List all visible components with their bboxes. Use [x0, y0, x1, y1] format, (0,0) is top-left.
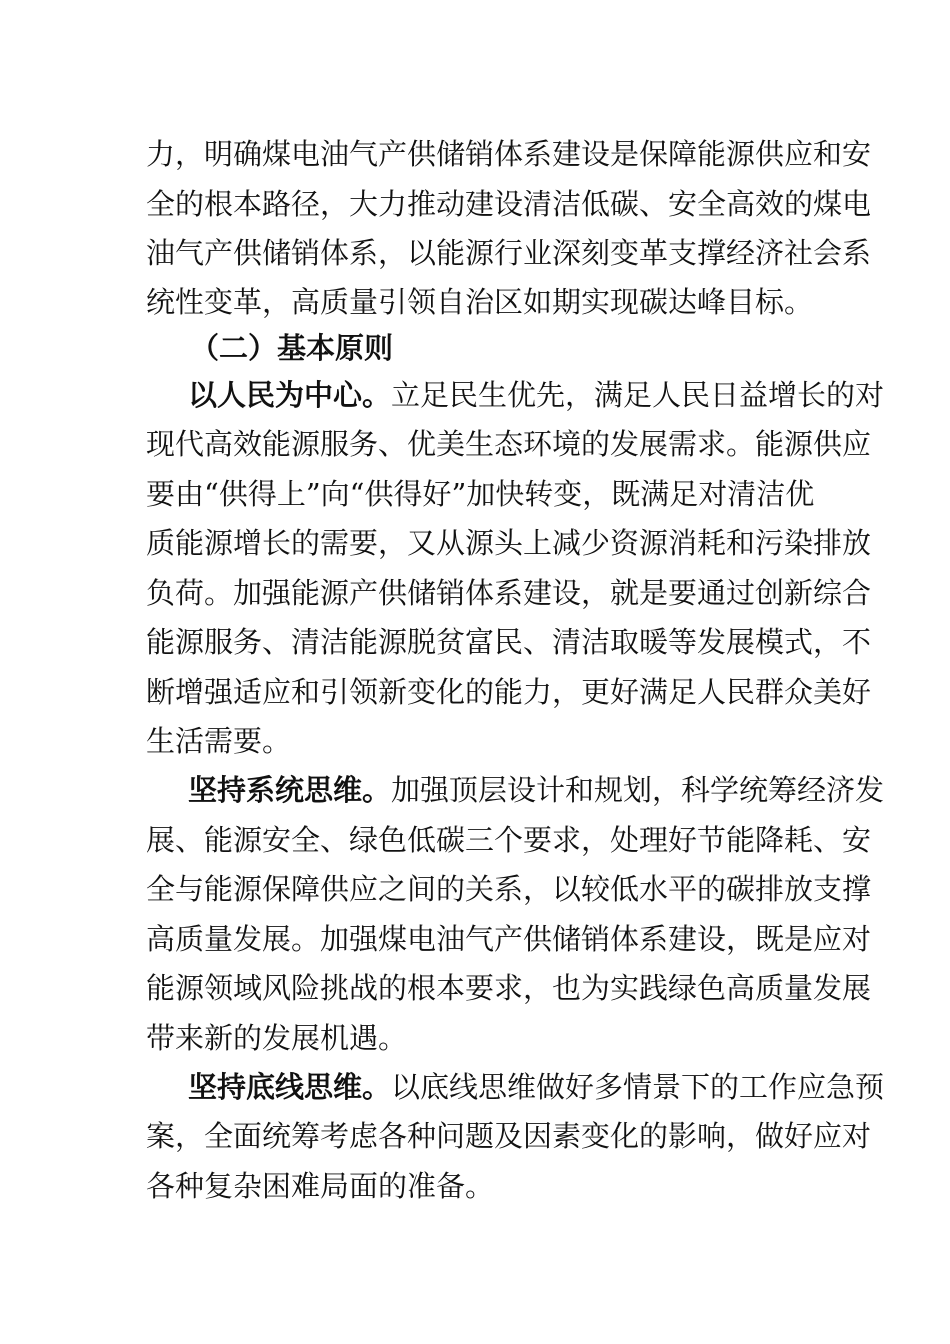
paragraph-first-line — [188, 375, 885, 415]
intro-line: 统性变革，高质量引领自治区如期实现碳达峰目标。 — [146, 285, 814, 319]
paragraph-line: 生活需要。 — [146, 724, 292, 758]
intro-line: 油气产供储销体系，以能源行业深刻变革支撑经济社会系 — [146, 236, 872, 270]
paragraph-line: 负荷。加强能源产供储销体系建设，就是要通过创新综合 — [146, 576, 872, 610]
paragraph-line: 全与能源保障供应之间的关系，以较低水平的碳排放支撑 — [146, 872, 872, 906]
principle-text: 立足民生优先，满足人民日益增长的对 — [391, 378, 885, 412]
paragraph-line: 能源服务、清洁能源脱贫富民、清洁取暖等发展模式，不 — [146, 625, 872, 659]
principle-title: 以人民为中心。 — [188, 378, 392, 412]
paragraph-first-line — [188, 770, 885, 810]
section-heading: （二）基本原则 — [190, 331, 394, 365]
principle-text: 加强顶层设计和规划，科学统筹经济发 — [391, 773, 885, 807]
paragraph-line: 带来新的发展机遇。 — [146, 1021, 408, 1055]
intro-line: 力，明确煤电油气产供储销体系建设是保障能源供应和安 — [146, 137, 872, 171]
paragraph-line: 展、能源安全、绿色低碳三个要求，处理好节能降耗、安 — [146, 823, 872, 857]
paragraph-line: 能源领域风险挑战的根本要求，也为实践绿色高质量发展 — [146, 971, 872, 1005]
paragraph-line: 质能源增长的需要，又从源头上减少资源消耗和污染排放 — [146, 526, 872, 560]
principle-text: 以底线思维做好多情景下的工作应急预 — [391, 1070, 885, 1104]
paragraph-line: 高质量发展。加强煤电油气产供储销体系建设，既是应对 — [146, 922, 872, 956]
principle-title: 坚持系统思维。 — [188, 773, 392, 807]
intro-line: 全的根本路径，大力推动建设清洁低碳、安全高效的煤电 — [146, 187, 872, 221]
paragraph-line: 现代高效能源服务、优美生态环境的发展需求。能源供应 — [146, 427, 872, 461]
paragraph-first-line — [188, 1067, 885, 1107]
paragraph-line: 案，全面统筹考虑各种问题及因素变化的影响，做好应对 — [146, 1119, 872, 1153]
principle-title: 坚持底线思维。 — [188, 1070, 392, 1104]
paragraph-line: 要由“供得上”向“供得好”加快转变，既满足对清洁优 — [146, 477, 815, 511]
paragraph-line: 断增强适应和引领新变化的能力，更好满足人民群众美好 — [146, 675, 872, 709]
paragraph-line: 各种复杂困难局面的准备。 — [146, 1169, 495, 1203]
